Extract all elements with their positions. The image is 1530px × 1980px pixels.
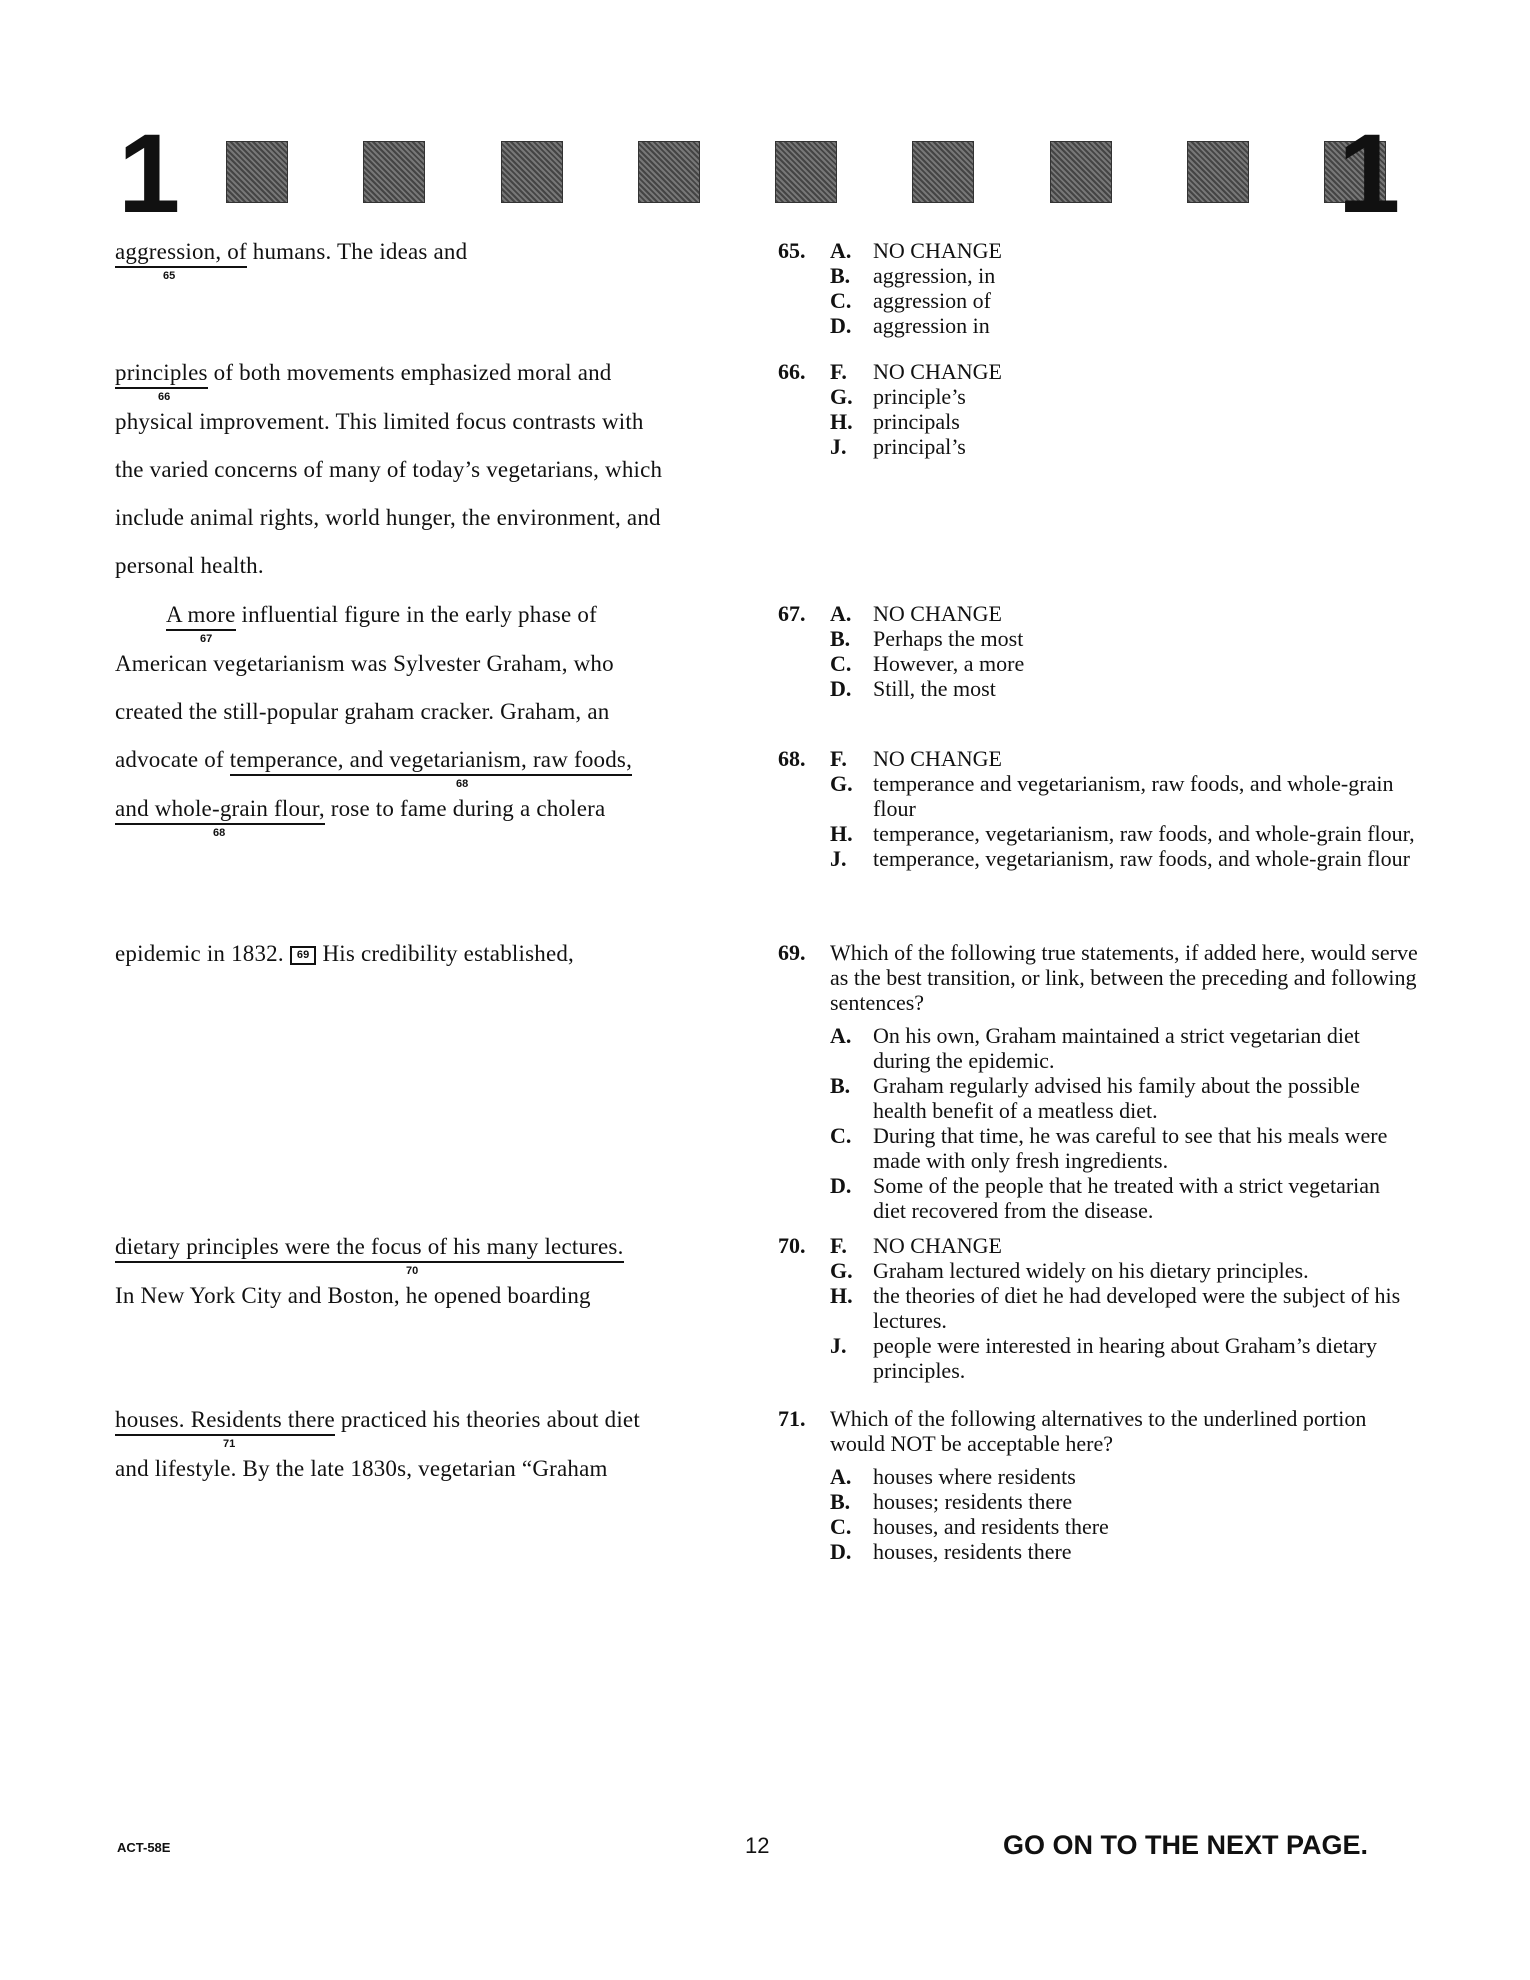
question-box-69[interactable]: 69 bbox=[290, 946, 317, 965]
option-letter: B. bbox=[830, 263, 851, 288]
option-g[interactable]: principle’s bbox=[873, 384, 966, 409]
question-number: 69. bbox=[778, 940, 806, 965]
header-block bbox=[501, 141, 563, 203]
option-d[interactable]: aggression in bbox=[873, 313, 990, 338]
option-f[interactable]: NO CHANGE bbox=[873, 1233, 1002, 1258]
passage-line: advocate of temperance, and vegetarianism, raw foods, bbox=[115, 748, 632, 771]
option-letter: G. bbox=[830, 1258, 853, 1283]
option-b[interactable]: Graham regularly advised his family about the possible health benefit of a meatless diet. bbox=[873, 1073, 1360, 1123]
underlined-portion-67[interactable]: A more bbox=[166, 602, 236, 631]
passage-line: In New York City and Boston, he opened boarding bbox=[115, 1283, 591, 1308]
underlined-portion-66[interactable]: principles bbox=[115, 360, 208, 389]
passage-line: principles of both movements emphasized moral and bbox=[115, 361, 612, 384]
header-block-strip bbox=[226, 141, 1386, 203]
option-a[interactable]: NO CHANGE bbox=[873, 238, 1002, 263]
header-block bbox=[226, 141, 288, 203]
option-letter: H. bbox=[830, 409, 853, 434]
passage-line: epidemic in 1832. 69 His credibility established, bbox=[115, 941, 575, 966]
option-f[interactable]: NO CHANGE bbox=[873, 746, 1002, 771]
header-block bbox=[638, 141, 700, 203]
option-c[interactable]: aggression of bbox=[873, 288, 991, 313]
question-65 bbox=[778, 238, 1418, 338]
option-letter: C. bbox=[830, 651, 852, 676]
option-letter: H. bbox=[830, 821, 853, 846]
form-code: ACT-58E bbox=[117, 1840, 171, 1855]
go-on-next-page: GO ON TO THE NEXT PAGE. bbox=[1003, 1830, 1369, 1860]
option-letter: A. bbox=[830, 601, 852, 626]
option-c[interactable]: houses, and residents there bbox=[873, 1514, 1109, 1539]
option-letter: A. bbox=[830, 1023, 852, 1048]
option-letter: C. bbox=[830, 1514, 852, 1539]
option-letter: D. bbox=[830, 676, 852, 701]
header-block bbox=[775, 141, 837, 203]
page-number: 12 bbox=[745, 1833, 770, 1858]
header-block bbox=[912, 141, 974, 203]
option-b[interactable]: Perhaps the most bbox=[873, 626, 1024, 651]
header-block bbox=[363, 141, 425, 203]
option-letter: A. bbox=[830, 1464, 852, 1489]
question-ref-67: 67 bbox=[200, 633, 213, 645]
question-number: 67. bbox=[778, 601, 806, 626]
question-stem: Which of the following alternatives to the underlined portion would NOT be acceptable here? bbox=[830, 1406, 1367, 1456]
option-letter: F. bbox=[830, 1233, 847, 1258]
option-letter: H. bbox=[830, 1283, 853, 1308]
question-ref-65: 65 bbox=[163, 270, 176, 282]
option-b[interactable]: aggression, in bbox=[873, 263, 996, 288]
question-ref-68: 68 bbox=[456, 778, 469, 790]
section-number-right: 1 bbox=[1338, 111, 1401, 236]
question-67 bbox=[778, 601, 1418, 701]
option-f[interactable]: NO CHANGE bbox=[873, 359, 1002, 384]
option-letter: B. bbox=[830, 1489, 851, 1514]
option-c[interactable]: During that time, he was careful to see that his meals were made with only fresh ingredients. bbox=[873, 1123, 1388, 1173]
passage-line: include animal rights, world hunger, the environment, and bbox=[115, 505, 661, 530]
option-j[interactable]: principal’s bbox=[873, 434, 966, 459]
question-number: 70. bbox=[778, 1233, 806, 1258]
option-letter: D. bbox=[830, 1173, 852, 1198]
question-ref-68: 68 bbox=[213, 827, 226, 839]
underlined-portion-70[interactable]: dietary principles were the focus of his many lectures. bbox=[115, 1234, 624, 1263]
passage-line: houses. Residents there practiced his theories about diet bbox=[115, 1408, 640, 1431]
passage-line: A more influential figure in the early phase of bbox=[166, 603, 597, 626]
option-d[interactable]: Still, the most bbox=[873, 676, 996, 701]
question-70 bbox=[778, 1233, 1418, 1383]
passage-line: and lifestyle. By the late 1830s, vegetarian “Graham bbox=[115, 1456, 608, 1481]
option-h[interactable]: principals bbox=[873, 409, 960, 434]
option-letter: F. bbox=[830, 359, 847, 384]
option-j[interactable]: people were interested in hearing about Graham’s dietary principles. bbox=[873, 1333, 1377, 1383]
option-letter: J. bbox=[830, 846, 847, 871]
question-68 bbox=[778, 746, 1418, 871]
question-66 bbox=[778, 359, 1418, 459]
option-d[interactable]: houses, residents there bbox=[873, 1539, 1072, 1564]
option-letter: J. bbox=[830, 434, 847, 459]
passage-line: and whole-grain flour, rose to fame during a cholera bbox=[115, 797, 605, 820]
underlined-portion-71[interactable]: houses. Residents there bbox=[115, 1407, 335, 1436]
option-letter: C. bbox=[830, 288, 852, 313]
passage-line: personal health. bbox=[115, 553, 264, 578]
question-number: 71. bbox=[778, 1406, 806, 1431]
passage-line: created the still-popular graham cracker. Graham, an bbox=[115, 699, 610, 724]
passage-line: the varied concerns of many of today’s vegetarians, which bbox=[115, 457, 663, 482]
header-block bbox=[1050, 141, 1112, 203]
question-71 bbox=[778, 1406, 1418, 1564]
option-a[interactable]: NO CHANGE bbox=[873, 601, 1002, 626]
section-number-left: 1 bbox=[118, 111, 181, 236]
option-letter: D. bbox=[830, 313, 852, 338]
option-letter: B. bbox=[830, 626, 851, 651]
underlined-portion-65[interactable]: aggression, of bbox=[115, 239, 247, 268]
passage-line: aggression, of humans. The ideas and bbox=[115, 240, 467, 263]
option-d[interactable]: Some of the people that he treated with a strict vegetarian diet recovered from the disease. bbox=[873, 1173, 1381, 1223]
option-letter: A. bbox=[830, 238, 852, 263]
option-letter: D. bbox=[830, 1539, 852, 1564]
option-h[interactable]: temperance, vegetarianism, raw foods, and whole-grain flour, bbox=[873, 821, 1415, 846]
option-b[interactable]: houses; residents there bbox=[873, 1489, 1073, 1514]
option-letter: B. bbox=[830, 1073, 851, 1098]
passage-line: physical improvement. This limited focus contrasts with bbox=[115, 409, 644, 434]
question-number: 65. bbox=[778, 238, 806, 263]
option-h[interactable]: the theories of diet he had developed were the subject of his lectures. bbox=[873, 1283, 1401, 1333]
option-g[interactable]: temperance and vegetarianism, raw foods, and whole-grain flour bbox=[873, 771, 1394, 821]
option-a[interactable]: On his own, Graham maintained a strict vegetarian diet during the epidemic. bbox=[873, 1023, 1360, 1073]
question-number: 68. bbox=[778, 746, 806, 771]
question-69 bbox=[778, 940, 1418, 1223]
question-number: 66. bbox=[778, 359, 806, 384]
option-letter: C. bbox=[830, 1123, 852, 1148]
option-letter: G. bbox=[830, 771, 853, 796]
passage-line bbox=[115, 1235, 624, 1258]
option-letter: J. bbox=[830, 1333, 847, 1358]
underlined-portion-68b[interactable]: and whole-grain flour, bbox=[115, 796, 325, 825]
option-letter: F. bbox=[830, 746, 847, 771]
underlined-portion-68a[interactable]: temperance, and vegetarianism, raw foods, bbox=[230, 747, 632, 776]
header-block bbox=[1187, 141, 1249, 203]
option-j[interactable]: temperance, vegetarianism, raw foods, and whole-grain flour bbox=[873, 846, 1410, 871]
option-a[interactable]: houses where residents bbox=[873, 1464, 1076, 1489]
option-c[interactable]: However, a more bbox=[873, 651, 1025, 676]
question-ref-66: 66 bbox=[158, 391, 171, 403]
option-g[interactable]: Graham lectured widely on his dietary principles. bbox=[873, 1258, 1309, 1283]
option-letter: G. bbox=[830, 384, 853, 409]
question-ref-70: 70 bbox=[406, 1265, 419, 1277]
question-stem: Which of the following true statements, if added here, would serve as the best transition, or link, between the preceding and following sentences? bbox=[830, 940, 1418, 1015]
passage-line: American vegetarianism was Sylvester Graham, who bbox=[115, 651, 614, 676]
question-ref-71: 71 bbox=[223, 1438, 236, 1450]
